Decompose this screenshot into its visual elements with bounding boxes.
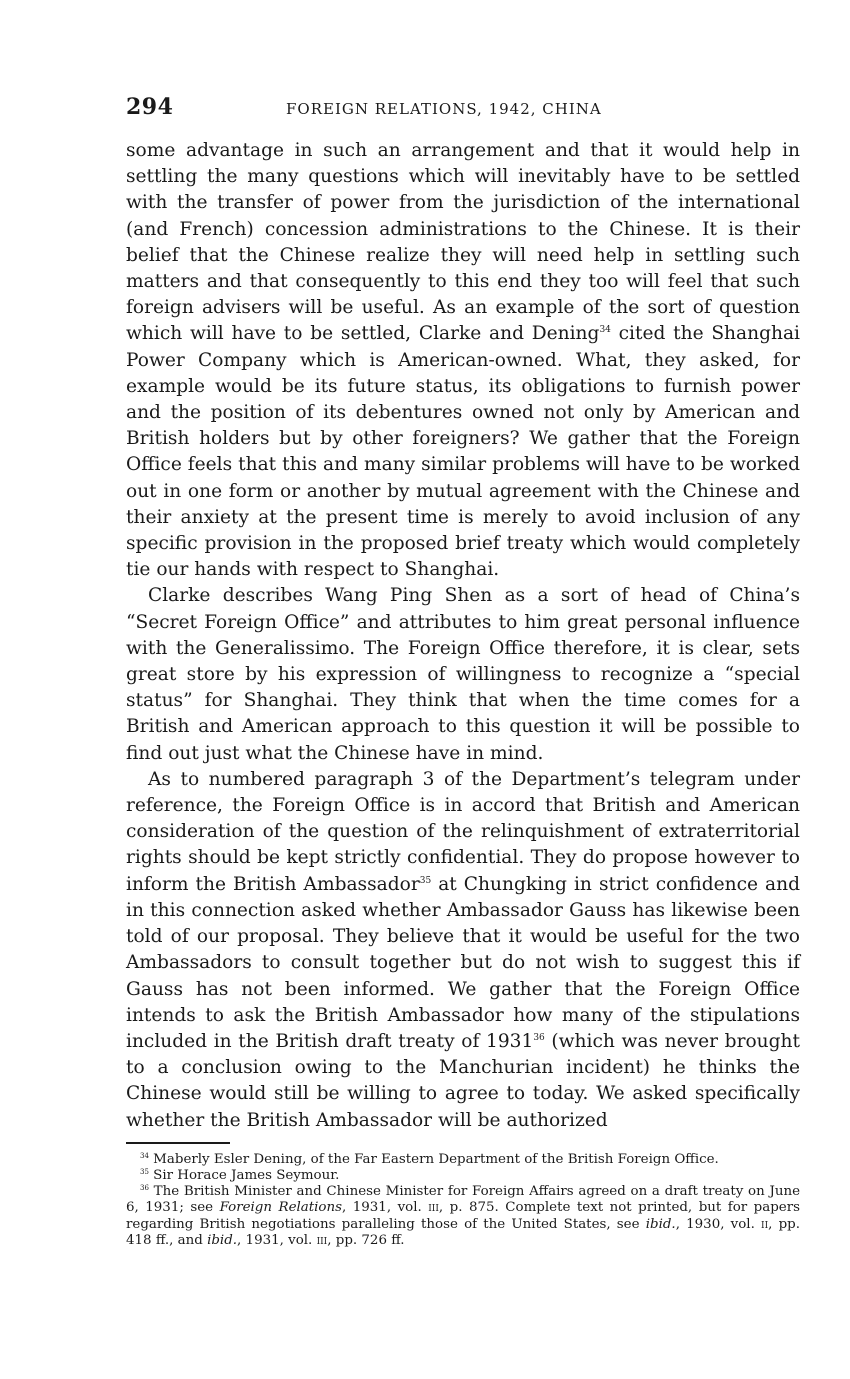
footnote-36-ibid-2: ibid. [207,1232,238,1248]
footnote-ref-35[interactable]: 35 [419,875,432,886]
paragraph-1 [126,138,800,583]
footnote-marker-35: 35 [140,1167,149,1176]
body-text [126,138,800,1134]
page-number: 294 [126,94,174,120]
footnote-36-text-4: , 1930, vol. [675,1216,762,1232]
footnote-36-volume-2: ii [761,1216,769,1232]
paragraph-1-text-b: cited the Shanghai Power Company which is American-owned. What, they asked, for example would be its future status, its obligations to furnish power and the position of its debentures owned not only by American and British holders but by other foreigners? We gather that the Foreign Office feels that this and many similar problems will have to be worked out in one form or another by mutual agreement with the Chinese and their anxiety at the present time is merely to avoid inclusion of any specific provision in the proposed brief treaty which would completely tie our hands with respect to Shanghai. [126,323,800,581]
paragraph-3-text-a: As to numbered paragraph 3 of the Department’s telegram under reference, the Foreign Office is in accord that British and American consideration of the question of the relinquishment of extraterritorial rights should be kept strictly confidential. They do propose however to inform the British Ambassador [126,768,800,895]
paragraph-2: Clarke describes Wang Ping Shen as a sort of head of China’s “Secret Foreign Office” and attributes to him great personal influence with the Generalissimo. The Foreign Office therefore, it is clear, sets great store by his expression of willingness to recognize a “special status” for Shanghai. They think that when the time comes for a British and American approach to this question it will be possible to find out just what the Chinese have in mind. [126,585,800,764]
footnote-36-volume-1: iii [428,1200,439,1216]
paragraph-1-text-a: some advantage in such an arrangement and that it would help in settling the many questions which will inevitably have to be settled with the transfer of power from the jurisdiction of the international (and French) concession administrations to the Chinese. It is their belief that the Chinese realize they will need help in settling such matters and that consequently to this end they too will feel that such foreign advisers will be useful. As an example of the sort of question which will have to be settled, Clarke and Dening [126,140,800,345]
document-page [126,92,800,1249]
footnote-34 [126,1152,800,1168]
paragraph-3-text-b: at Chungking in strict confidence and in this connection asked whether Ambassador Gauss has likewise been told of our proposal. They believe that it would be useful for the two Ambassadors to consult together but do not wish to suggest this if Gauss has not been informed. We gather that the Foreign Office intends to ask the British Ambassador how many of the stipulations included in the British draft treaty of 1931 [126,873,800,1052]
running-title: FOREIGN RELATIONS, 1942, CHINA [286,100,602,118]
footnote-34-text: Maberly Esler Dening, of the Far Eastern Department of the British Foreign Office. [148,1151,719,1167]
paragraph-3-text-c: (which was never brought to a conclusion owing to the Manchurian incident) he thinks the Chinese would still be willing to agree to today. We asked specifically whether the British Ambassador will be authorized [126,1030,800,1131]
footnote-36-text-1: The British Minister and Chinese Minister for Foreign Affairs agreed on a draft treaty on June 6, 1931; see [126,1184,800,1216]
footnote-36-text-6: , 1931, vol. [237,1232,317,1248]
footnote-ref-36[interactable]: 36 [533,1032,545,1043]
footnote-marker-34: 34 [140,1151,149,1160]
footnote-marker-36: 36 [140,1184,149,1193]
footnote-divider [126,1142,230,1144]
footnote-36 [126,1184,800,1249]
footnote-36-text-5: , pp. 418 ff., and [126,1216,800,1248]
footnote-35 [126,1168,800,1184]
footnote-36-citation-title: Foreign Relations [219,1200,342,1216]
footnote-36-text-2: , 1931, vol. [342,1200,429,1216]
footnote-35-text: Sir Horace James Seymour. [148,1167,340,1183]
footnotes [126,1152,800,1249]
footnote-ref-34[interactable]: 34 [599,325,611,336]
footnote-36-text-3: , p. 875. Complete text not printed, but for papers regarding British negotiations paralleling those of the United States, see [126,1200,800,1232]
footnote-36-ibid-1: ibid. [645,1216,676,1232]
paragraph-3 [126,767,800,1134]
running-head [126,92,800,124]
footnote-36-volume-3: iii [316,1232,328,1248]
footnote-36-text-7: , pp. 726 ff. [327,1232,405,1248]
